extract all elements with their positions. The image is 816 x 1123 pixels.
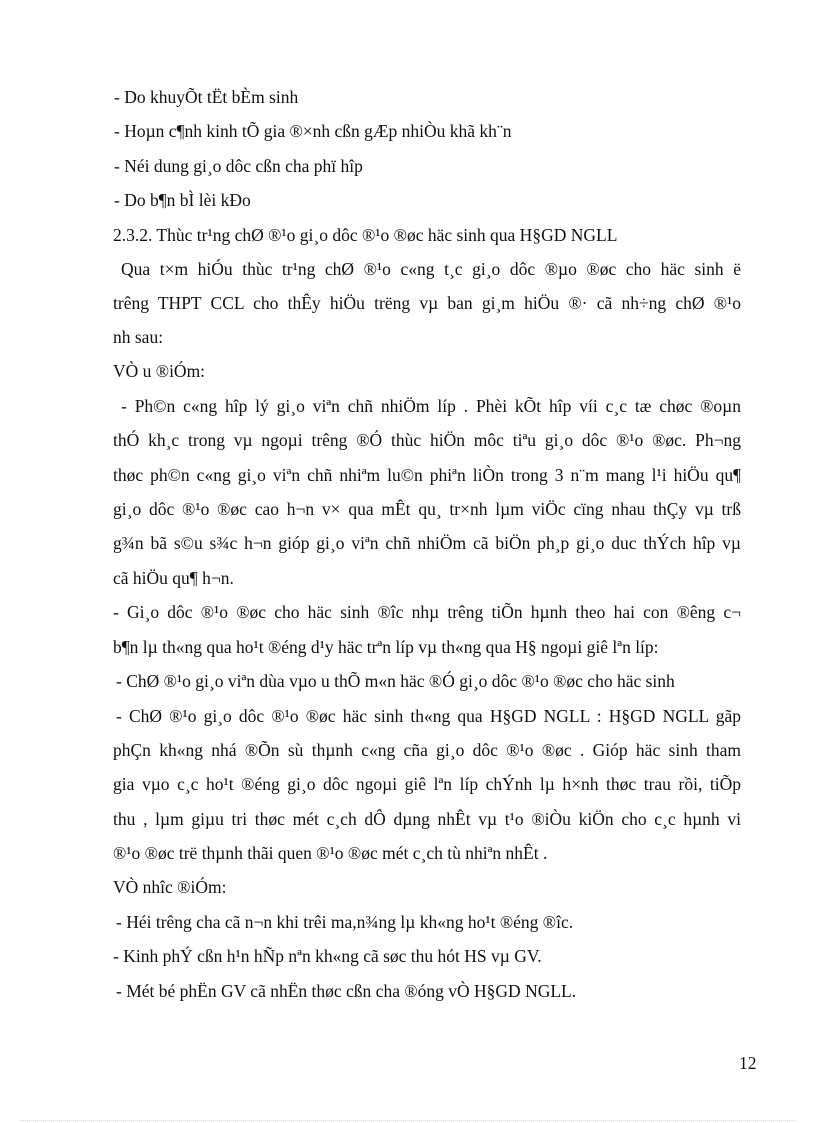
paragraph-line: gi¸o dôc ®¹o ®øc cao h¬n v× qua mÊt qu¸ tr×nh lµm viÖc cïng nhau thÇy vµ trß (113, 499, 741, 519)
page-number: 12 (739, 1053, 757, 1073)
paragraph-line: ®¹o ®øc trë thµnh thãi quen ®¹o ®øc mét c¸ch tù nhiªn nhÊt . (113, 843, 548, 863)
paragraph-line: thÓ kh¸c trong vµ ngoµi trêng ®Ó thùc hiÖn môc tiªu gi¸o dôc ®¹o ®øc. Ph¬ng (113, 430, 741, 450)
paragraph-line: b¶n lµ th«ng qua ho¹t ®éng d¹y häc trªn líp vµ th«ng qua H§ ngoµi giê lªn líp: (113, 637, 659, 657)
paragraph-line: phÇn kh«ng nhá ®Õn sù thµnh c«ng cña gi¸o dôc ®¹o ®øc . Gióp häc sinh tham (113, 740, 741, 760)
paragraph-line: Qua t×m hiÓu thùc tr¹ng chØ ®¹o c«ng t¸c gi¸o dôc ®µo ®øc cho häc sinh ë (121, 259, 741, 279)
paragraph-line: thu , lµm giµu tri thøc mét c¸ch dÔ dµng nhÊt vµ t¹o ®iÒu kiÖn cho c¸c hµnh vi (113, 809, 741, 829)
list-item-awareness: - Mét bé phËn GV cã nhËn thøc cßn cha ®óng vÒ H§GD NGLL. (116, 981, 577, 1001)
list-item-congenital-defect: - Do khuyÕt tËt bÈm sinh (114, 87, 299, 107)
paragraph-line: trêng THPT CCL cho thÊy hiÖu trëng vµ ban gi¸m hiÖu ®· cã nh÷ng chØ ®¹o (113, 293, 741, 313)
subheading-disadvantages: VÒ nhîc ®iÓm: (113, 877, 227, 897)
subheading-advantages: VÒ u ®iÓm: (113, 361, 206, 381)
section-heading-2-3-2: 2.3.2. Thùc tr¹ng chØ ®¹o gi¸o dôc ®¹o ®øc häc sinh qua H§GD NGLL (113, 225, 618, 245)
list-item-family-economy: - Hoµn c¶nh kinh tÕ gia ®×nh cßn gÆp nhiÒu khã kh¨n (114, 121, 512, 141)
list-item-teacher-direction: - ChØ ®¹o gi¸o viªn dùa vµo u thÕ m«n häc ®Ó gi¸o dôc ®¹o ®øc cho häc sinh (116, 671, 675, 691)
paragraph-line: cã hiÖu qu¶ h¬n. (113, 568, 234, 588)
paragraph-line: g¾n bã s©u s¾c h¬n gióp gi¸o viªn chñ nhiÖm cã biÖn ph¸p gi¸o duc thÝch hîp vµ (113, 533, 741, 553)
paragraph-line: - ChØ ®¹o gi¸o dôc ®¹o ®øc häc sinh th«ng qua H§GD NGLL : H§GD NGLL gãp (116, 706, 741, 726)
paragraph-line: - Ph©n c«ng hîp lý gi¸o viªn chñ nhiÖm líp . Phèi kÕt hîp víi c¸c tæ chøc ®oµn (121, 396, 741, 416)
list-item-peer-influence: - Do b¶n bÌ lèi kÐo (114, 190, 251, 210)
paragraph-line: nh sau: (113, 327, 164, 347)
list-item-hall: - Héi trêng cha cã n¬n khi trêi ma,n¾ng lµ kh«ng ho¹t ®éng ®îc. (116, 912, 574, 932)
paragraph-line: gia vµo c¸c ho¹t ®éng gi¸o dôc ngoµi giê lªn líp chÝnh lµ h×nh thøc trau rồi, tiÕp (113, 774, 741, 794)
paragraph-line: thøc ph©n c«ng gi¸o viªn chñ nhiªm lu©n phiªn liÒn trong 3 n¨m mang l¹i hiÖu qu¶ (113, 465, 741, 485)
page-bottom-divider (20, 1120, 796, 1121)
list-item-content-unsuitable: - Néi dung gi¸o dôc cßn cha phï hîp (114, 156, 363, 176)
list-item-funding: - Kinh phÝ cßn h¹n hÑp nªn kh«ng cã søc thu hót HS vµ GV. (113, 946, 542, 966)
paragraph-line: - Gi¸o dôc ®¹o ®øc cho häc sinh ®îc nhµ trêng tiÕn hµnh theo hai con ®êng c¬ (113, 602, 741, 622)
